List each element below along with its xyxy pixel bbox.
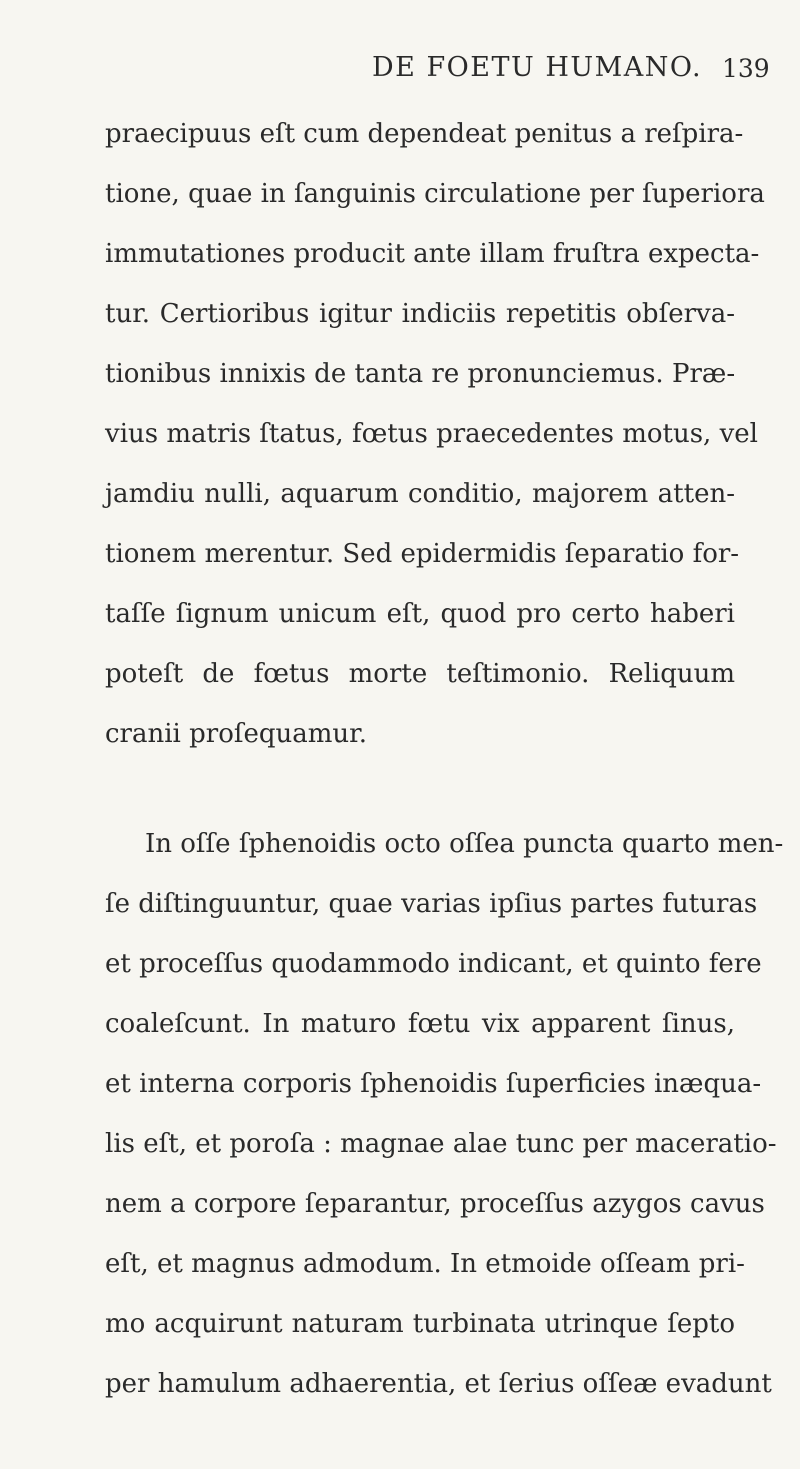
- running-head: [0, 52, 800, 92]
- text-line: lis eſt, et poroſa : magnae alae tunc per maceratio-: [105, 1129, 777, 1159]
- text-line: et proceſſus quodammodo indicant, et quinto fere: [105, 949, 762, 979]
- text-line: taſſe ſignum unicum eſt, quod pro certo haberi: [105, 599, 735, 629]
- text-line: tionibus innixis de tanta re pronunciemus. Præ-: [105, 359, 736, 389]
- text-line: immutationes producit ante illam fruſtra expecta-: [105, 239, 760, 269]
- text-line: poteſt de fœtus morte teſtimonio. Reliquum: [105, 659, 735, 689]
- paragraph-1: [105, 104, 765, 764]
- text-line: et interna corporis ſphenoidis ſuperficies inæqua-: [105, 1069, 762, 1099]
- running-title: DE FOETU HUMANO.: [372, 52, 703, 83]
- text-line: tione, quae in ſanguinis circulatione per ſuperiora: [105, 179, 765, 209]
- page-number: 139: [722, 54, 770, 83]
- text-line: tionem merentur. Sed epidermidis ſeparatio for-: [105, 539, 740, 569]
- paragraph-2: [105, 814, 784, 1414]
- text-line: jamdiu nulli, aquarum conditio, majorem atten-: [105, 479, 735, 509]
- text-line: coaleſcunt. In maturo fœtu vix apparent ſinus,: [105, 1009, 735, 1039]
- body-text: [105, 104, 784, 1414]
- text-line: eſt, et magnus admodum. In etmoide oſſeam pri-: [105, 1249, 745, 1279]
- text-line: tur. Certioribus igitur indiciis repetitis obſerva-: [105, 299, 735, 329]
- text-line: In oſſe ſphenoidis octo oſſea puncta quarto men-: [145, 829, 784, 859]
- text-line: vius matris ſtatus, fœtus praecedentes motus, vel: [105, 419, 758, 449]
- text-line: cranii proſequamur.: [105, 719, 367, 749]
- text-line: mo acquirunt naturam turbinata utrinque ſepto: [105, 1309, 735, 1339]
- paragraph-gap: [105, 764, 735, 814]
- text-line: per hamulum adhaerentia, et ſerius oſſeæ evadunt: [105, 1369, 772, 1399]
- text-line: ſe diſtinguuntur, quae varias ipſius partes futuras: [105, 889, 758, 919]
- text-line: praecipuus eſt cum dependeat penitus a reſpira-: [105, 119, 744, 149]
- text-line: nem a corpore ſeparantur, proceſſus azygos cavus: [105, 1189, 765, 1219]
